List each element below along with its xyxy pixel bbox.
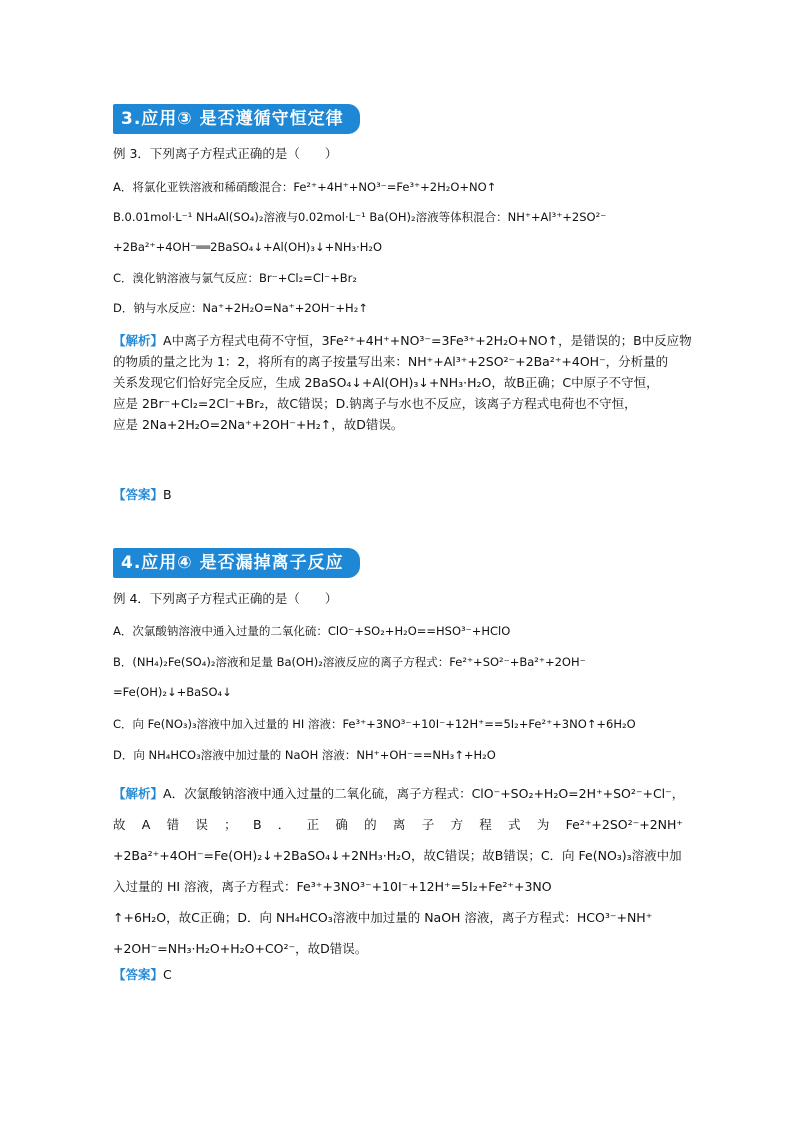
word: 的 bbox=[364, 817, 377, 832]
word: Fe²⁺+2SO²⁻+2NH⁺ bbox=[565, 817, 683, 832]
analysis-line: 的物质的量之比为 1：2，将所有的离子按量写出来：NH⁺+Al³⁺+2SO²⁻+2Ba²⁺+4OH⁻，分析量的 bbox=[113, 354, 669, 369]
word: 故 bbox=[113, 817, 126, 832]
word: ． bbox=[277, 817, 291, 832]
analysis-line: A中离子方程式电荷不守恒，3Fe²⁺+4H⁺+NO³⁻=3Fe³⁺+2H₂O+NO↑，是错误的；B中反应物 bbox=[163, 333, 692, 348]
answer-tag: 【答案】 bbox=[113, 487, 164, 502]
analysis-line: ↑+6H₂O，故C正确；D．向 NH₄HCO₃溶液中加过量的 NaOH 溶液，离子方程式：HCO³⁻+NH⁺ bbox=[113, 910, 653, 925]
example-3-answer bbox=[113, 487, 172, 503]
word: 式 bbox=[508, 817, 521, 832]
analysis-tag: 【解析】 bbox=[113, 333, 164, 348]
analysis-line: 入过量的 HI 溶液，离子方程式：Fe³⁺+3NO³⁻+10I⁻+12H⁺=5I₂+Fe²⁺+3NO bbox=[113, 879, 552, 894]
example-3-option-c: C．溴化钠溶液与氯气反应：Br⁻+Cl₂=Cl⁻+Br₂ bbox=[113, 271, 357, 285]
example-3-option-b-cont: +2Ba²⁺+4OH⁻══2BaSO₄↓+Al(OH)₃↓+NH₃·H₂O bbox=[113, 240, 383, 254]
word: 确 bbox=[335, 817, 348, 832]
word: 子 bbox=[421, 817, 435, 832]
example-4-option-b: B．(NH₄)₂Fe(SO₄)₂溶液和足量 Ba(OH)₂溶液反应的离子方程式：Fe²⁺+SO²⁻+Ba²⁺+2OH⁻ bbox=[113, 655, 586, 669]
answer-value: B bbox=[163, 487, 172, 502]
example-4-analysis bbox=[113, 778, 683, 964]
example-3-analysis bbox=[113, 330, 692, 435]
analysis-line: 应是 2Na+2H₂O=2Na⁺+2OH⁻+H₂↑，故D错误。 bbox=[113, 417, 404, 432]
analysis-line: +2Ba²⁺+4OH⁻=Fe(OH)₂↓+2BaSO₄↓+2NH₃·H₂O，故C错误；故B错误；C．向 Fe(NO₃)₃溶液中加 bbox=[113, 848, 682, 863]
word: 正 bbox=[306, 817, 320, 832]
analysis-line: 应是 2Br⁻+Cl₂=2Cl⁻+Br₂，故C错误；D.钠离子与水也不反应，该离子方程式电荷也不守恒， bbox=[113, 396, 637, 411]
analysis-tag: 【解析】 bbox=[113, 786, 164, 801]
example-4-option-c: C．向 Fe(NO₃)₃溶液中加入过量的 HI 溶液：Fe³⁺+3NO³⁻+10I⁻+12H⁺==5I₂+Fe²⁺+3NO↑+6H₂O bbox=[113, 717, 636, 731]
example-4-option-b-cont: =Fe(OH)₂↓+BaSO₄↓ bbox=[113, 685, 232, 699]
word: B bbox=[252, 817, 262, 832]
example-3-option-b: B.0.01mol·L⁻¹ NH₄Al(SO₄)₂溶液与0.02mol·L⁻¹ Ba(OH)₂溶液等体积混合：NH⁺+Al³⁺+2SO²⁻ bbox=[113, 210, 607, 224]
word: ； bbox=[224, 817, 237, 832]
section-3-heading: 3.应用③ 是否遵循守恒定律 bbox=[113, 104, 360, 134]
word: 程 bbox=[479, 817, 492, 832]
example-4-option-a: A．次氯酸钠溶液中通入过量的二氧化硫：ClO⁻+SO₂+H₂O==HSO³⁻+HClO bbox=[113, 624, 511, 638]
analysis-line: +2OH⁻=NH₃·H₂O+H₂O+CO²⁻，故D错误。 bbox=[113, 941, 368, 956]
answer-tag: 【答案】 bbox=[113, 967, 164, 982]
word: A bbox=[141, 817, 151, 832]
word: 为 bbox=[536, 817, 550, 832]
word: 方 bbox=[450, 817, 463, 832]
example-4-question: 例 4．下列离子方程式正确的是（ ） bbox=[113, 591, 338, 606]
analysis-justified-line bbox=[113, 809, 683, 840]
word: 离 bbox=[392, 817, 406, 832]
analysis-line: 关系发现它们恰好完全反应，生成 2BaSO₄↓+Al(OH)₃↓+NH₃·H₂O，故B正确；C中原子不守恒， bbox=[113, 375, 659, 390]
example-3-question: 例 3．下列离子方程式正确的是（ ） bbox=[113, 146, 338, 161]
section-4-heading: 4.应用④ 是否漏掉离子反应 bbox=[113, 548, 360, 578]
example-4-answer bbox=[113, 967, 172, 983]
example-4-option-d: D．向 NH₄HCO₃溶液中加过量的 NaOH 溶液：NH⁺+OH⁻==NH₃↑+H₂O bbox=[113, 748, 496, 762]
analysis-line: A．次氯酸钠溶液中通入过量的二氧化硫，离子方程式：ClO⁻+SO₂+H₂O=2H⁺+SO²⁻+Cl⁻， bbox=[163, 786, 685, 801]
example-3-option-a: A．将氯化亚铁溶液和稀硝酸混合：Fe²⁺+4H⁺+NO³⁻=Fe³⁺+2H₂O+NO↑ bbox=[113, 180, 497, 194]
word: 误 bbox=[195, 817, 208, 832]
example-3-option-d: D．钠与水反应：Na⁺+2H₂O=Na⁺+2OH⁻+H₂↑ bbox=[113, 301, 368, 315]
answer-value: C bbox=[163, 967, 172, 982]
word: 错 bbox=[166, 817, 180, 832]
